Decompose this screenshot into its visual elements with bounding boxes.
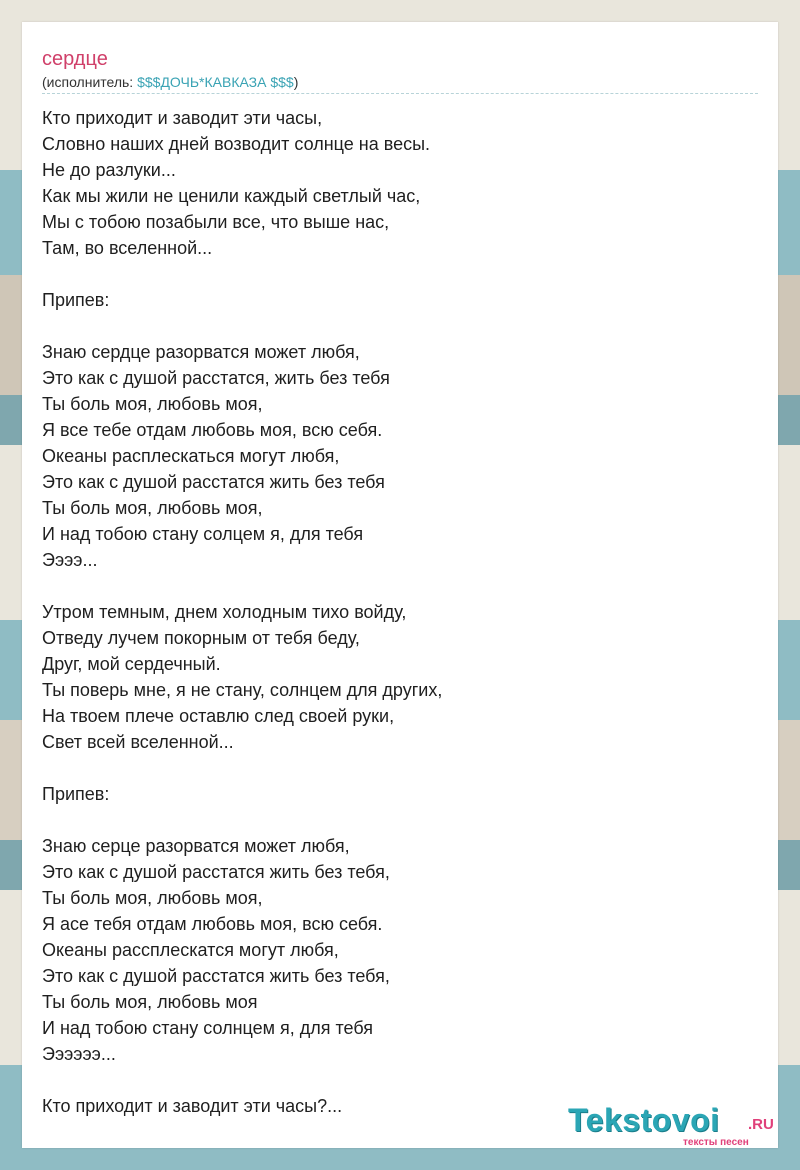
- lyric-line: Ты боль моя, любовь моя: [42, 992, 258, 1012]
- lyric-line: Мы с тобою позабыли все, что выше нас,: [42, 212, 390, 232]
- site-logo[interactable]: [568, 1102, 778, 1146]
- lyric-line: Я асе тебя отдам любовь моя, всю себя.: [42, 914, 383, 934]
- lyric-line: Ты боль моя, любовь моя,: [42, 498, 263, 518]
- lyric-line: Словно наших дней возводит солнце на весы.: [42, 134, 431, 154]
- lyric-line: Свет всей вселенной...: [42, 732, 234, 752]
- lyrics-card: [22, 22, 778, 1148]
- lyric-line: Я все тебе отдам любовь моя, всю себя.: [42, 420, 383, 440]
- lyric-line: [42, 313, 762, 339]
- logo-name: Tekstovoi: [568, 1102, 720, 1138]
- lyric-line: [42, 755, 762, 781]
- lyric-line: Знаю сердце разорватся может любя,: [42, 342, 360, 362]
- lyric-line: Это как с душой расстатся жить без тебя,: [42, 862, 390, 882]
- lyric-line: Это как с душой расстатся, жить без тебя: [42, 368, 390, 388]
- artist-suffix: ): [293, 74, 299, 90]
- lyric-line: Знаю серце разорватся может любя,: [42, 836, 350, 856]
- lyric-line: [42, 573, 762, 599]
- lyric-line: Ты боль моя, любовь моя,: [42, 888, 263, 908]
- lyric-line: Кто приходит и заводит эти часы?...: [42, 1096, 343, 1116]
- logo-tld: .RU: [748, 1116, 774, 1133]
- lyric-line: Там, во вселенной...: [42, 238, 213, 258]
- lyric-line: И над тобою стану солнцем я, для тебя: [42, 1018, 374, 1038]
- lyrics-text: [42, 105, 762, 1119]
- lyric-line: На твоем плече оставлю след своей руки,: [42, 706, 395, 726]
- lyric-line: Утром темным, днем холодным тихо войду,: [42, 602, 407, 622]
- lyric-line: Ты боль моя, любовь моя,: [42, 394, 263, 414]
- artist-line: [42, 74, 298, 90]
- lyric-line: [42, 1067, 762, 1093]
- lyric-line: [42, 807, 762, 833]
- lyric-line: И над тобою стану солцем я, для тебя: [42, 524, 364, 544]
- lyric-line: Океаны расплескаться могут любя,: [42, 446, 340, 466]
- lyric-line: [42, 261, 762, 287]
- lyric-line: Ты поверь мне, я не стану, солнцем для других,: [42, 680, 443, 700]
- lyric-line: Кто приходит и заводит эти часы,: [42, 108, 323, 128]
- artist-link[interactable]: $$$ДОЧЬ*КАВКАЗА $$$: [137, 74, 294, 90]
- lyric-line: Как мы жили не ценили каждый светлый час,: [42, 186, 421, 206]
- lyric-line: Припев:: [42, 784, 110, 804]
- lyric-line: Друг, мой сердечный.: [42, 654, 221, 674]
- lyric-line: Припев:: [42, 290, 110, 310]
- song-title: сердце: [42, 48, 108, 70]
- lyric-line: Ээээ...: [42, 550, 98, 570]
- lyric-line: Не до разлуки...: [42, 160, 176, 180]
- logo-tagline: тексты песен: [683, 1137, 749, 1148]
- lyric-line: Это как с душой расстатся жить без тебя: [42, 472, 385, 492]
- artist-prefix: (исполнитель:: [42, 74, 138, 90]
- lyric-line: Океаны рассплескатся могут любя,: [42, 940, 339, 960]
- lyric-line: Отведу лучем покорным от тебя беду,: [42, 628, 360, 648]
- dashed-divider: [42, 93, 758, 94]
- lyric-line: Это как с душой расстатся жить без тебя,: [42, 966, 390, 986]
- lyric-line: Ээээээ...: [42, 1044, 116, 1064]
